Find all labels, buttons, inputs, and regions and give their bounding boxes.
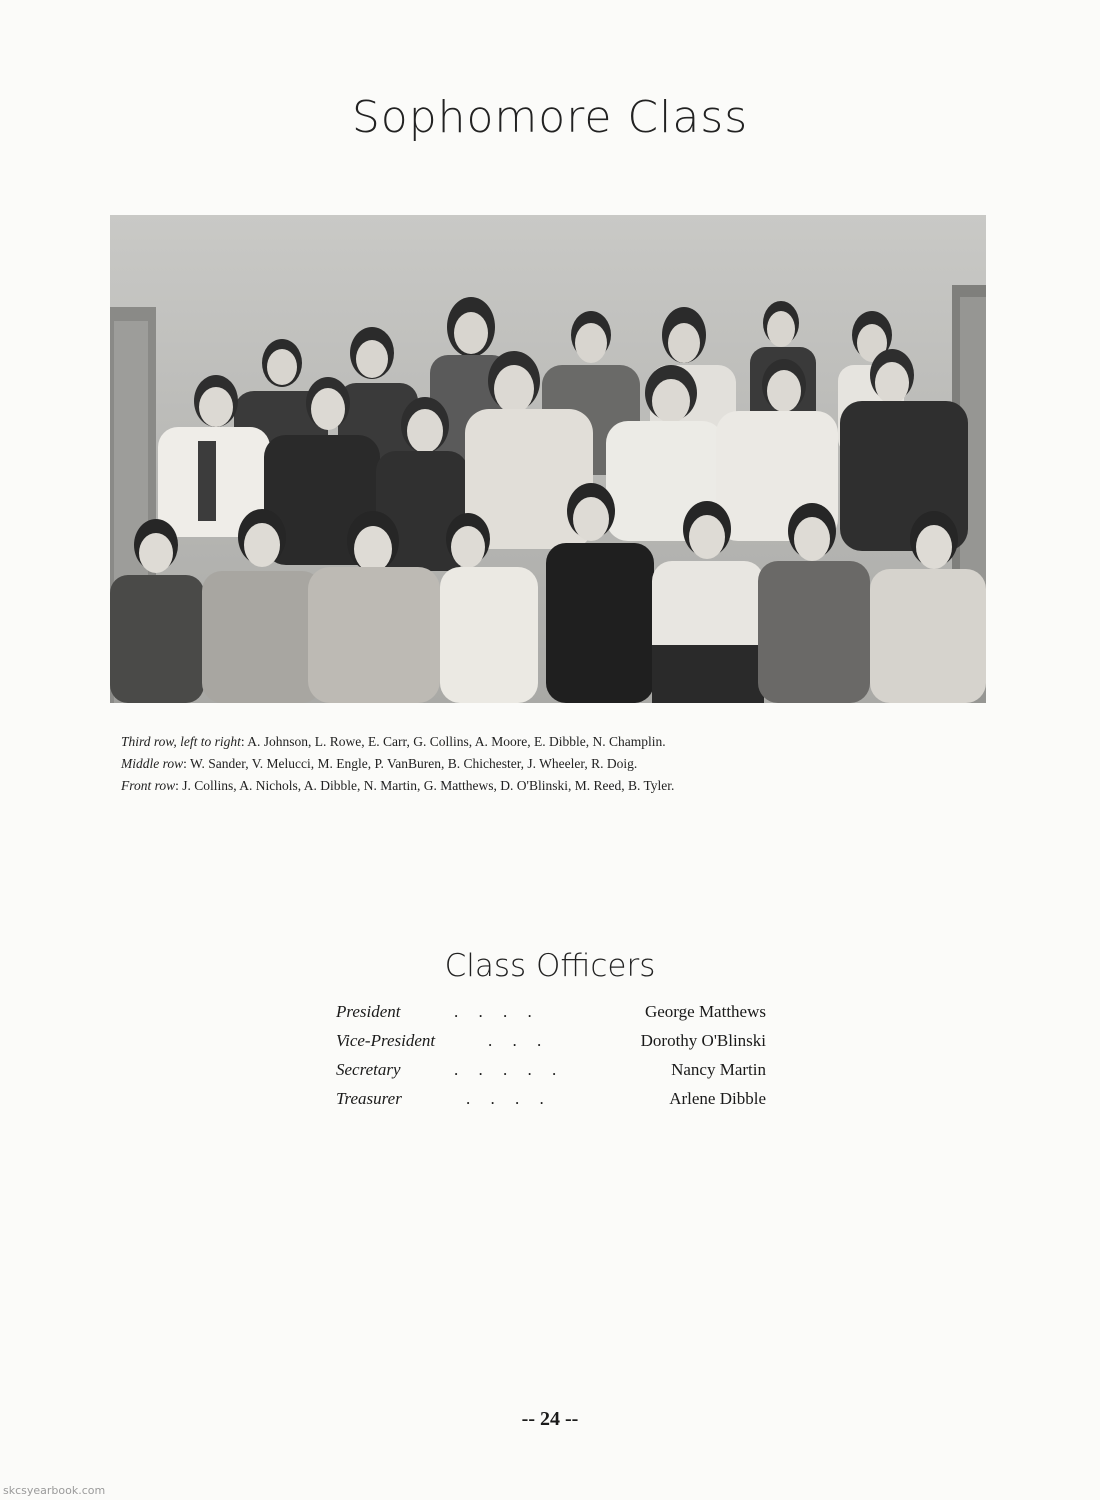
officer-role: Treasurer	[336, 1089, 402, 1108]
caption-middle-row: Middle row: W. Sander, V. Melucci, M. Engle, P. VanBuren, B. Chichester, J. Wheeler, R. Doig.	[121, 756, 638, 771]
officer-role: Secretary	[336, 1060, 401, 1079]
leader-dots: . . . .	[454, 1002, 532, 1021]
caption-row-label: Middle row	[121, 756, 184, 771]
class-photo-image	[110, 215, 986, 703]
officer-role: Vice-President	[336, 1031, 436, 1050]
leader-dots: . . . . .	[454, 1060, 557, 1079]
officer-name: George Matthews	[644, 1002, 766, 1021]
caption-front-row: Front row: J. Collins, A. Nichols, A. Dibble, N. Martin, G. Matthews, D. O'Blinski, M. Reed, B. Tyler.	[121, 778, 675, 793]
watermark: skcsyearbook.com	[3, 1484, 106, 1497]
officer-row-treasurer	[336, 1089, 766, 1118]
officer-role: President	[336, 1002, 401, 1021]
caption-row-label: Third row, left to right	[121, 734, 241, 749]
caption-row-names: W. Sander, V. Melucci, M. Engle, P. VanBuren, B. Chichester, J. Wheeler, R. Doig.	[190, 756, 638, 771]
page-title: Sophomore Class	[351, 92, 749, 143]
officer-name: Dorothy O'Blinski	[640, 1031, 766, 1050]
officer-name: Nancy Martin	[671, 1060, 766, 1079]
officer-row-president	[336, 1002, 766, 1031]
photo-caption	[121, 731, 981, 797]
caption-row-names: J. Collins, A. Nichols, A. Dibble, N. Martin, G. Matthews, D. O'Blinski, M. Reed, B. Tyler.	[182, 778, 675, 793]
caption-third-row: Third row, left to right: A. Johnson, L. Rowe, E. Carr, G. Collins, A. Moore, E. Dibble, N. Champlin.	[121, 734, 666, 749]
officer-name: Arlene Dibble	[669, 1089, 766, 1108]
leader-dots: . . . .	[466, 1089, 544, 1108]
officers-heading: Class Officers	[444, 948, 656, 984]
officer-row-vice-president	[336, 1031, 766, 1060]
caption-row-label: Front row	[121, 778, 176, 793]
page-number: -- 24 --	[521, 1408, 579, 1430]
officers-list	[336, 1002, 766, 1118]
class-photo	[110, 215, 986, 703]
caption-row-names: A. Johnson, L. Rowe, E. Carr, G. Collins, A. Moore, E. Dibble, N. Champlin.	[247, 734, 666, 749]
leader-dots: . . .	[488, 1031, 542, 1050]
officer-row-secretary	[336, 1060, 766, 1089]
